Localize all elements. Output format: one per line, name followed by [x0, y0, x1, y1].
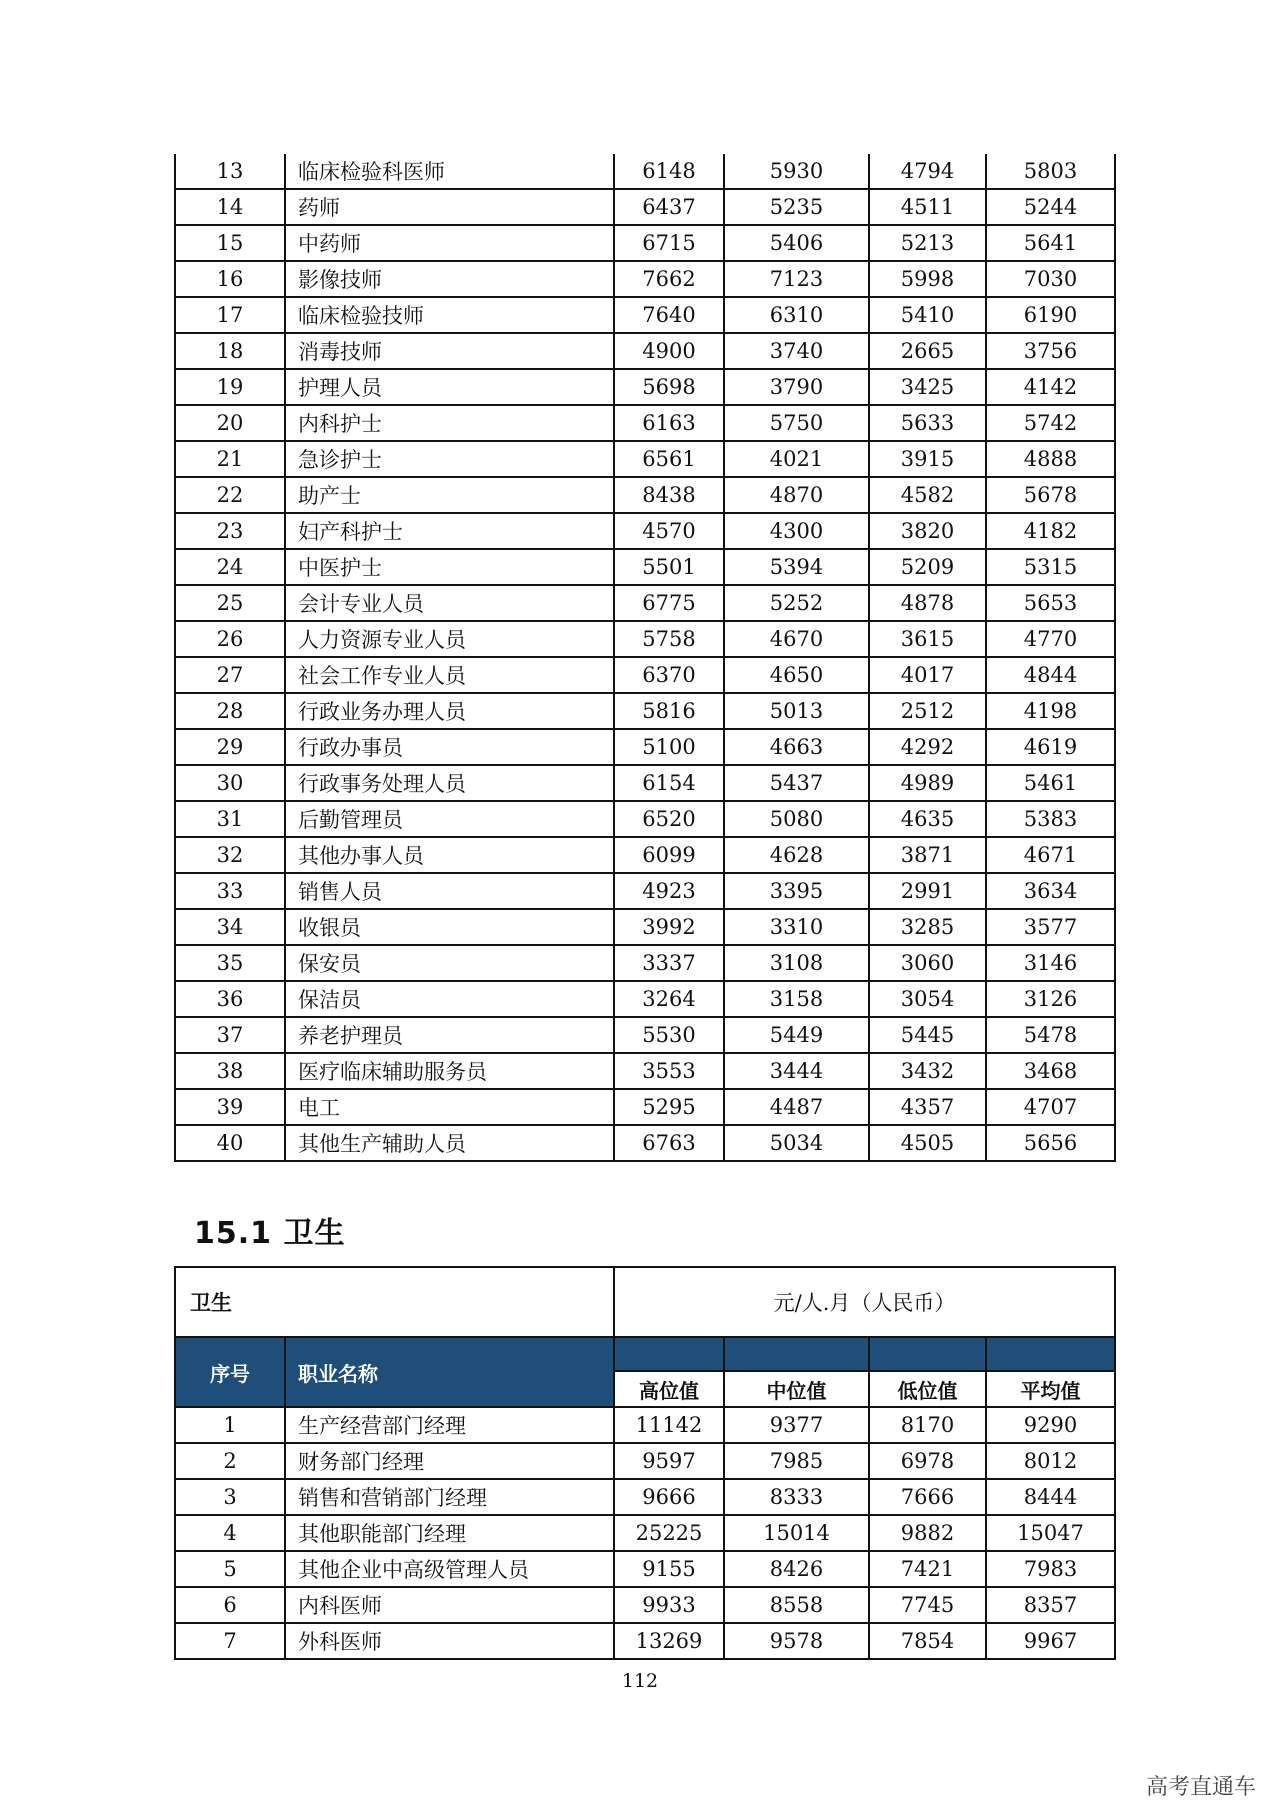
header-low: 低位值 [869, 1371, 986, 1407]
table-row [175, 801, 1115, 837]
table-row [175, 369, 1115, 405]
cell-avg: 8357 [986, 1587, 1115, 1623]
cell-no: 13 [175, 154, 285, 189]
cell-name: 医疗临床辅助服务员 [285, 1053, 614, 1089]
cell-low: 4794 [869, 154, 986, 189]
cell-mid: 5013 [724, 693, 869, 729]
cell-high: 8438 [614, 477, 724, 513]
header-row [175, 1337, 1115, 1371]
cell-mid: 4670 [724, 621, 869, 657]
cell-high: 7662 [614, 261, 724, 297]
cell-high: 4900 [614, 333, 724, 369]
cell-mid: 3790 [724, 369, 869, 405]
cell-name: 影像技师 [285, 261, 614, 297]
cell-high: 3553 [614, 1053, 724, 1089]
cell-name: 行政业务办理人员 [285, 693, 614, 729]
cell-no: 14 [175, 189, 285, 225]
cell-no: 15 [175, 225, 285, 261]
cell-low: 5633 [869, 405, 986, 441]
cell-low: 9882 [869, 1515, 986, 1551]
table-row [175, 549, 1115, 585]
table-row [175, 765, 1115, 801]
cell-avg: 4844 [986, 657, 1115, 693]
cell-high: 11142 [614, 1407, 724, 1443]
cell-avg: 5656 [986, 1125, 1115, 1161]
cell-mid: 9578 [724, 1623, 869, 1659]
cell-high: 6099 [614, 837, 724, 873]
table-row [175, 1089, 1115, 1125]
table-row [175, 945, 1115, 981]
cell-name: 行政事务处理人员 [285, 765, 614, 801]
cell-high: 7640 [614, 297, 724, 333]
table-row [175, 441, 1115, 477]
cell-name: 助产士 [285, 477, 614, 513]
cell-low: 7854 [869, 1623, 986, 1659]
cell-avg: 5742 [986, 405, 1115, 441]
cell-low: 3054 [869, 981, 986, 1017]
cell-avg: 4707 [986, 1089, 1115, 1125]
cell-low: 7666 [869, 1479, 986, 1515]
cell-avg: 6190 [986, 297, 1115, 333]
cell-high: 4923 [614, 873, 724, 909]
cell-low: 8170 [869, 1407, 986, 1443]
cell-mid: 5252 [724, 585, 869, 621]
cell-low: 2991 [869, 873, 986, 909]
cell-no: 39 [175, 1089, 285, 1125]
cell-low: 4635 [869, 801, 986, 837]
table-title-row [175, 1267, 1115, 1337]
cell-mid: 4628 [724, 837, 869, 873]
cell-name: 生产经营部门经理 [285, 1407, 614, 1443]
cell-avg: 5244 [986, 189, 1115, 225]
table-row [175, 909, 1115, 945]
cell-avg: 9967 [986, 1623, 1115, 1659]
cell-mid: 5406 [724, 225, 869, 261]
cell-high: 5698 [614, 369, 724, 405]
cell-avg: 8444 [986, 1479, 1115, 1515]
header-avg: 平均值 [986, 1371, 1115, 1407]
cell-avg: 5641 [986, 225, 1115, 261]
table-row [175, 1017, 1115, 1053]
cell-low: 5998 [869, 261, 986, 297]
header-no: 序号 [175, 1337, 285, 1407]
cell-high: 3992 [614, 909, 724, 945]
cell-name: 妇产科护士 [285, 513, 614, 549]
header-band-high [614, 1337, 724, 1371]
cell-name: 外科医师 [285, 1623, 614, 1659]
header-band-avg [986, 1337, 1115, 1371]
cell-no: 2 [175, 1443, 285, 1479]
cell-name: 中医护士 [285, 549, 614, 585]
cell-mid: 5930 [724, 154, 869, 189]
table-row [175, 1125, 1115, 1161]
table-row [175, 1623, 1115, 1659]
cell-no: 16 [175, 261, 285, 297]
cell-no: 32 [175, 837, 285, 873]
industry-label: 卫生 [175, 1267, 614, 1337]
cell-no: 22 [175, 477, 285, 513]
cell-low: 3425 [869, 369, 986, 405]
cell-mid: 9377 [724, 1407, 869, 1443]
table-row [175, 405, 1115, 441]
cell-high: 9666 [614, 1479, 724, 1515]
table-row [175, 1407, 1115, 1443]
cell-avg: 8012 [986, 1443, 1115, 1479]
cell-avg: 5803 [986, 154, 1115, 189]
cell-name: 人力资源专业人员 [285, 621, 614, 657]
cell-low: 3915 [869, 441, 986, 477]
cell-mid: 5750 [724, 405, 869, 441]
cell-low: 5445 [869, 1017, 986, 1053]
cell-name: 中药师 [285, 225, 614, 261]
cell-name: 内科医师 [285, 1587, 614, 1623]
cell-name: 销售人员 [285, 873, 614, 909]
cell-no: 30 [175, 765, 285, 801]
cell-high: 6715 [614, 225, 724, 261]
cell-low: 7421 [869, 1551, 986, 1587]
cell-mid: 5080 [724, 801, 869, 837]
cell-no: 34 [175, 909, 285, 945]
cell-mid: 7123 [724, 261, 869, 297]
cell-low: 4292 [869, 729, 986, 765]
cell-avg: 3468 [986, 1053, 1115, 1089]
table-row [175, 585, 1115, 621]
cell-high: 25225 [614, 1515, 724, 1551]
cell-no: 20 [175, 405, 285, 441]
table-row [175, 225, 1115, 261]
cell-avg: 4671 [986, 837, 1115, 873]
cell-low: 4505 [869, 1125, 986, 1161]
cell-no: 1 [175, 1407, 285, 1443]
cell-no: 3 [175, 1479, 285, 1515]
cell-low: 4511 [869, 189, 986, 225]
salary-table-continued [174, 154, 1116, 1162]
cell-no: 27 [175, 657, 285, 693]
table-row [175, 297, 1115, 333]
cell-high: 5758 [614, 621, 724, 657]
cell-avg: 9290 [986, 1407, 1115, 1443]
cell-low: 3871 [869, 837, 986, 873]
cell-avg: 4888 [986, 441, 1115, 477]
cell-avg: 7030 [986, 261, 1115, 297]
table-row [175, 693, 1115, 729]
cell-high: 6561 [614, 441, 724, 477]
cell-low: 3060 [869, 945, 986, 981]
header-high: 高位值 [614, 1371, 724, 1407]
cell-mid: 5394 [724, 549, 869, 585]
table-row [175, 261, 1115, 297]
cell-high: 9155 [614, 1551, 724, 1587]
cell-name: 其他企业中高级管理人员 [285, 1551, 614, 1587]
cell-no: 17 [175, 297, 285, 333]
cell-name: 保洁员 [285, 981, 614, 1017]
cell-no: 4 [175, 1515, 285, 1551]
cell-name: 后勤管理员 [285, 801, 614, 837]
cell-no: 35 [175, 945, 285, 981]
cell-mid: 4487 [724, 1089, 869, 1125]
cell-name: 护理人员 [285, 369, 614, 405]
cell-name: 药师 [285, 189, 614, 225]
cell-high: 6154 [614, 765, 724, 801]
salary-table-continued-body [175, 154, 1115, 1161]
cell-name: 保安员 [285, 945, 614, 981]
cell-no: 23 [175, 513, 285, 549]
cell-low: 2512 [869, 693, 986, 729]
cell-mid: 3310 [724, 909, 869, 945]
cell-avg: 4182 [986, 513, 1115, 549]
cell-mid: 15014 [724, 1515, 869, 1551]
cell-name: 行政办事员 [285, 729, 614, 765]
cell-low: 4582 [869, 477, 986, 513]
cell-name: 临床检验科医师 [285, 154, 614, 189]
cell-avg: 3577 [986, 909, 1115, 945]
cell-no: 29 [175, 729, 285, 765]
section-title: 15.1 卫生 [194, 1216, 346, 1251]
cell-no: 7 [175, 1623, 285, 1659]
table-row [175, 1443, 1115, 1479]
cell-high: 5530 [614, 1017, 724, 1053]
cell-name: 收银员 [285, 909, 614, 945]
cell-mid: 4870 [724, 477, 869, 513]
cell-no: 18 [175, 333, 285, 369]
header-band-low [869, 1337, 986, 1371]
table-row [175, 873, 1115, 909]
table-row [175, 1515, 1115, 1551]
cell-high: 9597 [614, 1443, 724, 1479]
cell-avg: 4142 [986, 369, 1115, 405]
page-number: 112 [621, 1670, 659, 1692]
table-row [175, 513, 1115, 549]
cell-mid: 7985 [724, 1443, 869, 1479]
cell-name: 养老护理员 [285, 1017, 614, 1053]
table-row [175, 1551, 1115, 1587]
cell-avg: 3146 [986, 945, 1115, 981]
cell-name: 临床检验技师 [285, 297, 614, 333]
table-row [175, 1587, 1115, 1623]
header-name: 职业名称 [285, 1337, 614, 1407]
cell-mid: 8558 [724, 1587, 869, 1623]
cell-no: 21 [175, 441, 285, 477]
cell-no: 37 [175, 1017, 285, 1053]
unit-label: 元/人.月（人民币） [614, 1267, 1115, 1337]
cell-no: 24 [175, 549, 285, 585]
cell-low: 6978 [869, 1443, 986, 1479]
watermark: 高考直通车 [1145, 1775, 1256, 1800]
cell-avg: 5678 [986, 477, 1115, 513]
cell-avg: 7983 [986, 1551, 1115, 1587]
cell-high: 13269 [614, 1623, 724, 1659]
cell-no: 40 [175, 1125, 285, 1161]
cell-mid: 6310 [724, 297, 869, 333]
cell-high: 6437 [614, 189, 724, 225]
cell-mid: 3444 [724, 1053, 869, 1089]
table-row [175, 1479, 1115, 1515]
cell-mid: 5449 [724, 1017, 869, 1053]
cell-avg: 4198 [986, 693, 1115, 729]
cell-no: 28 [175, 693, 285, 729]
cell-high: 9933 [614, 1587, 724, 1623]
cell-mid: 4663 [724, 729, 869, 765]
cell-avg: 3756 [986, 333, 1115, 369]
cell-name: 社会工作专业人员 [285, 657, 614, 693]
cell-high: 6370 [614, 657, 724, 693]
table-row [175, 333, 1115, 369]
cell-high: 3264 [614, 981, 724, 1017]
cell-high: 3337 [614, 945, 724, 981]
table-row [175, 189, 1115, 225]
cell-low: 3432 [869, 1053, 986, 1089]
table-row [175, 1053, 1115, 1089]
cell-low: 7745 [869, 1587, 986, 1623]
cell-high: 6763 [614, 1125, 724, 1161]
cell-name: 电工 [285, 1089, 614, 1125]
cell-low: 3820 [869, 513, 986, 549]
cell-low: 5209 [869, 549, 986, 585]
cell-high: 6148 [614, 154, 724, 189]
cell-high: 5100 [614, 729, 724, 765]
cell-low: 4357 [869, 1089, 986, 1125]
cell-low: 4989 [869, 765, 986, 801]
cell-high: 6520 [614, 801, 724, 837]
cell-no: 33 [175, 873, 285, 909]
cell-no: 25 [175, 585, 285, 621]
cell-mid: 4650 [724, 657, 869, 693]
health-salary-table-body [175, 1407, 1115, 1659]
cell-mid: 8426 [724, 1551, 869, 1587]
cell-name: 内科护士 [285, 405, 614, 441]
cell-high: 6775 [614, 585, 724, 621]
cell-mid: 5034 [724, 1125, 869, 1161]
header-mid: 中位值 [724, 1371, 869, 1407]
cell-no: 6 [175, 1587, 285, 1623]
cell-no: 31 [175, 801, 285, 837]
cell-low: 3615 [869, 621, 986, 657]
cell-name: 其他办事人员 [285, 837, 614, 873]
cell-avg: 5461 [986, 765, 1115, 801]
cell-avg: 15047 [986, 1515, 1115, 1551]
cell-high: 5816 [614, 693, 724, 729]
cell-avg: 4619 [986, 729, 1115, 765]
cell-low: 5410 [869, 297, 986, 333]
table-row [175, 981, 1115, 1017]
cell-mid: 4021 [724, 441, 869, 477]
table-row [175, 154, 1115, 189]
cell-avg: 5383 [986, 801, 1115, 837]
cell-low: 4017 [869, 657, 986, 693]
cell-name: 会计专业人员 [285, 585, 614, 621]
cell-high: 5295 [614, 1089, 724, 1125]
cell-no: 38 [175, 1053, 285, 1089]
cell-name: 其他生产辅助人员 [285, 1125, 614, 1161]
cell-avg: 3126 [986, 981, 1115, 1017]
header-band-mid [724, 1337, 869, 1371]
table-row [175, 837, 1115, 873]
cell-mid: 3395 [724, 873, 869, 909]
cell-mid: 3108 [724, 945, 869, 981]
cell-name: 财务部门经理 [285, 1443, 614, 1479]
table-row [175, 477, 1115, 513]
cell-high: 4570 [614, 513, 724, 549]
table-row [175, 621, 1115, 657]
cell-high: 6163 [614, 405, 724, 441]
cell-avg: 4770 [986, 621, 1115, 657]
cell-low: 3285 [869, 909, 986, 945]
cell-mid: 3740 [724, 333, 869, 369]
cell-mid: 4300 [724, 513, 869, 549]
cell-name: 其他职能部门经理 [285, 1515, 614, 1551]
cell-low: 2665 [869, 333, 986, 369]
table-row [175, 729, 1115, 765]
cell-mid: 5235 [724, 189, 869, 225]
cell-no: 19 [175, 369, 285, 405]
cell-name: 销售和营销部门经理 [285, 1479, 614, 1515]
cell-low: 5213 [869, 225, 986, 261]
health-salary-table [174, 1266, 1116, 1660]
cell-name: 消毒技师 [285, 333, 614, 369]
table-row [175, 657, 1115, 693]
cell-no: 36 [175, 981, 285, 1017]
cell-mid: 5437 [724, 765, 869, 801]
cell-mid: 8333 [724, 1479, 869, 1515]
cell-avg: 5315 [986, 549, 1115, 585]
cell-avg: 5478 [986, 1017, 1115, 1053]
cell-low: 4878 [869, 585, 986, 621]
cell-avg: 5653 [986, 585, 1115, 621]
cell-no: 26 [175, 621, 285, 657]
cell-high: 5501 [614, 549, 724, 585]
cell-name: 急诊护士 [285, 441, 614, 477]
cell-mid: 3158 [724, 981, 869, 1017]
cell-no: 5 [175, 1551, 285, 1587]
cell-avg: 3634 [986, 873, 1115, 909]
